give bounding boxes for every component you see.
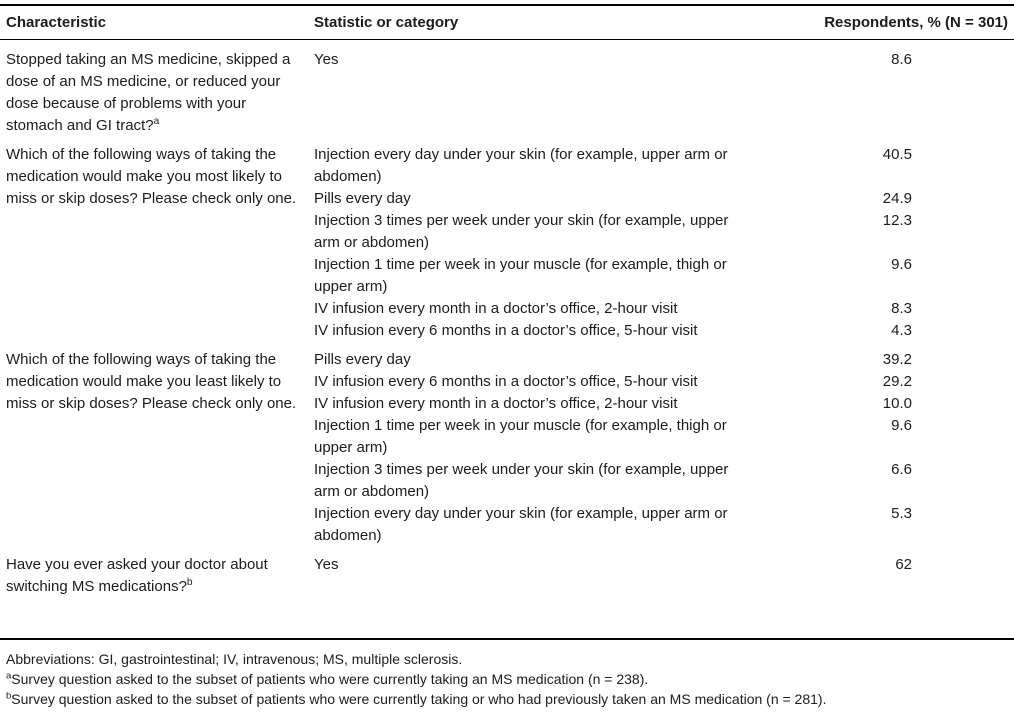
category-cell: IV infusion every month in a doctor’s office, 2-hour visit [314,395,678,412]
footnote-b-marker: b [6,690,12,702]
table-row [314,349,1014,371]
value-cell: 29.2 [882,373,912,390]
category-cell: Injection 3 times per week under your skin (for example, upper arm or abdomen) [314,461,729,500]
characteristic-cell [0,49,314,137]
characteristic-text: Stopped taking an MS medicine, skipped a dose of an MS medicine, or reduced your dose because of problems with your stomach and GI tract? [6,51,291,134]
footnote-b [6,689,1008,709]
value-cell: 5.3 [891,505,912,522]
table-row [314,320,1014,342]
table-row [314,415,1014,459]
footnote-a-marker: a [6,670,12,682]
category-cell: Injection every day under your skin (for example, upper arm or abdomen) [314,146,728,185]
column-header-characteristic: Characteristic [6,14,107,31]
characteristic-cell [0,349,314,415]
table-row-group [0,554,1014,598]
characteristic-cell [0,144,314,210]
category-cell: Injection 1 time per week in your muscle (for example, thigh or upper arm) [314,417,727,456]
category-cell: IV infusion every 6 months in a doctor’s office, 5-hour visit [314,322,698,339]
category-cell: Injection 1 time per week in your muscle (for example, thigh or upper arm) [314,256,727,295]
value-cell: 62 [895,556,912,573]
value-cell: 10.0 [882,395,912,412]
characteristic-text: Which of the following ways of taking the medication would make you most likely to miss or skip doses? Please check only one. [6,146,297,207]
value-cell: 40.5 [882,146,912,163]
table-row [314,144,1014,188]
table-row [314,371,1014,393]
table-body [0,40,1014,638]
table-row [314,49,1014,71]
table-row [314,503,1014,547]
table-row [314,459,1014,503]
table-row [314,554,1014,576]
table-row [314,393,1014,415]
value-cell: 12.3 [882,212,912,229]
table-row [314,210,1014,254]
value-cell: 4.3 [891,322,912,339]
value-cell: 9.6 [891,256,912,273]
category-cell: IV infusion every 6 months in a doctor’s office, 5-hour visit [314,373,698,390]
value-cell: 39.2 [882,351,912,368]
footnote-b-text: Survey question asked to the subset of patients who were currently taking or who had previously taken an MS medication (n = 281). [11,691,827,707]
characteristic-text: Which of the following ways of taking the medication would make you least likely to miss or skip doses? Please check only one. [6,351,297,412]
table-row [314,298,1014,320]
category-cell: Pills every day [314,190,411,207]
category-cell: Injection every day under your skin (for example, upper arm or abdomen) [314,505,728,544]
value-cell: 24.9 [882,190,912,207]
abbreviations-note: Abbreviations: GI, gastrointestinal; IV, intravenous; MS, multiple sclerosis. [6,651,463,667]
category-cell: Pills every day [314,351,411,368]
table-row [314,254,1014,298]
category-cell: Yes [314,51,339,68]
table-row [314,188,1014,210]
footnote-marker-b: b [186,577,193,588]
value-cell: 6.6 [891,461,912,478]
characteristic-text: Have you ever asked your doctor about switching MS medications? [6,556,268,595]
column-header-respondents: Respondents, % (N = 301) [824,14,1008,31]
category-cell: IV infusion every month in a doctor’s office, 2-hour visit [314,300,678,317]
table-row-group [0,49,1014,137]
value-cell: 8.6 [891,51,912,68]
column-header-statistic: Statistic or category [314,14,459,31]
table-header-row [0,6,1014,39]
table-row-group [0,349,1014,547]
category-cell: Yes [314,556,339,573]
value-cell: 9.6 [891,417,912,434]
footnote-marker-a: a [153,116,160,127]
table-row-group [0,144,1014,342]
characteristic-cell [0,554,314,598]
footnote-a [6,669,1008,689]
table-footnotes [0,640,1014,709]
value-cell: 8.3 [891,300,912,317]
footnote-a-text: Survey question asked to the subset of patients who were currently taking an MS medication (n = 238). [11,671,649,687]
category-cell: Injection 3 times per week under your skin (for example, upper arm or abdomen) [314,212,729,251]
